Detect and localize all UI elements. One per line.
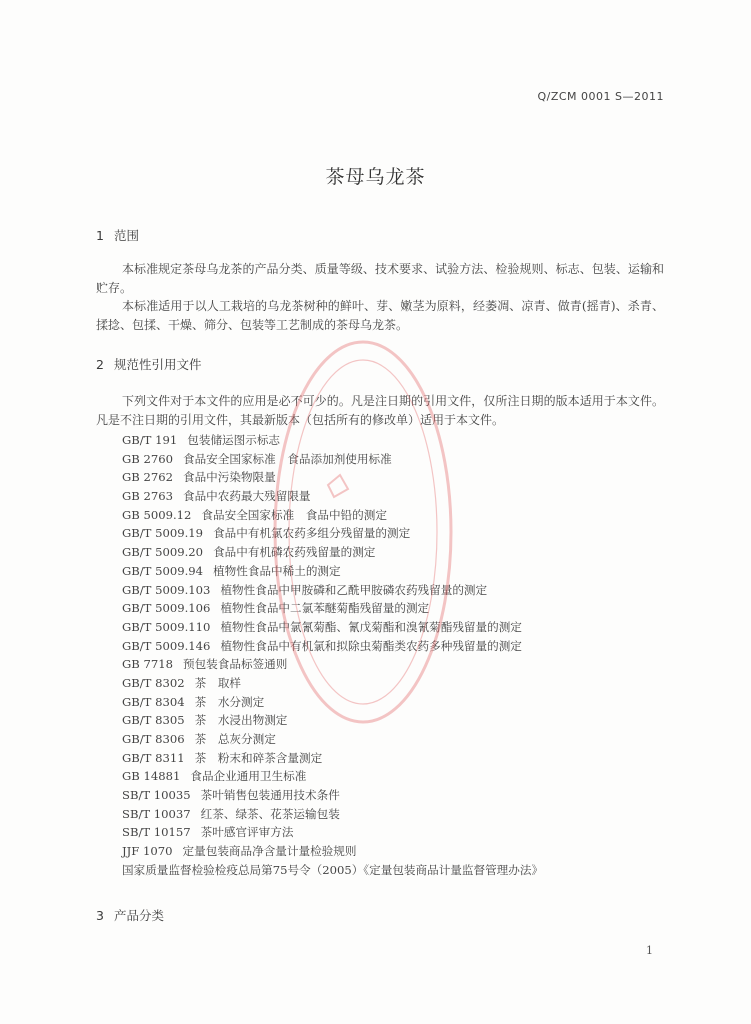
reference-name: 食品中有机氯农药多组分残留量的测定 <box>213 526 411 541</box>
reference-code: GB 7718 <box>122 657 173 672</box>
section-heading-product-classification <box>96 906 164 924</box>
document-title: 茶母乌龙茶 <box>325 166 426 188</box>
reference-code: GB 5009.12 <box>122 507 192 522</box>
section-title: 产品分类 <box>114 908 165 923</box>
reference-code: GB/T 191 <box>122 433 178 447</box>
reference-name: 包装储运图示标志 <box>187 433 281 447</box>
reference-code: GB/T 5009.94 <box>122 563 204 578</box>
reference-name: 《定量包装商品计量监督管理办法》 <box>363 862 544 877</box>
section-title: 范围 <box>114 228 140 243</box>
reference-item <box>122 599 682 618</box>
reference-code: SB/T 10037 <box>122 806 191 821</box>
reference-name: 植物性食品中二氯苯醚菊酯残留量的测定 <box>220 601 430 616</box>
reference-code: GB/T 5009.103 <box>122 582 211 597</box>
section-heading-normative-references <box>96 355 202 373</box>
reference-code: GB 2762 <box>122 470 173 485</box>
reference-code: GB 2760 <box>122 451 173 466</box>
section-number: 2 <box>96 357 104 372</box>
reference-code: GB/T 8305 <box>122 713 185 728</box>
reference-name: 红茶、绿茶、花茶运输包装 <box>200 806 340 821</box>
reference-item <box>122 805 682 824</box>
reference-code: GB 14881 <box>122 769 181 784</box>
reference-name: 食品中农药最大残留限量 <box>182 489 311 504</box>
reference-code: GB/T 5009.110 <box>122 619 211 634</box>
reference-code: GB/T 8304 <box>122 694 185 709</box>
page-number: 1 <box>646 944 653 957</box>
reference-item <box>122 562 682 581</box>
reference-item <box>122 730 682 749</box>
scope-paragraph-1: 本标准规定茶母乌龙茶的产品分类、质量等级、技术要求、试验方法、检验规则、标志、包装、运输和贮存。 <box>96 262 664 295</box>
reference-code: GB/T 5009.106 <box>122 601 211 616</box>
reference-name: 食品安全国家标准 食品中铅的测定 <box>201 507 387 522</box>
reference-item <box>122 618 682 637</box>
references-intro-paragraph: 下列文件对于本文件的应用是必不可少的。凡是注日期的引用文件，仅所注日期的版本适用于本文件。凡是不注日期的引用文件，其最新版本（包括所有的修改单）适用于本文件。 <box>96 394 664 427</box>
reference-name: 植物性食品中氯氰菊酯、氰戊菊酯和溴氰菊酯残留量的测定 <box>220 619 522 634</box>
section-heading-scope <box>96 226 139 244</box>
section-number: 3 <box>96 908 104 923</box>
reference-code: 国家质量监督检验检疫总局第75号令（2005） <box>122 862 364 877</box>
standard-code: Q/ZCM 0001 S—2011 <box>537 90 664 103</box>
reference-item <box>122 823 682 842</box>
reference-name: 茶叶感官评审方法 <box>200 825 294 840</box>
reference-item <box>122 786 682 805</box>
reference-name: 茶 水分测定 <box>194 694 265 709</box>
reference-code: JJF 1070 <box>122 844 173 859</box>
reference-item <box>122 637 682 656</box>
reference-code: GB/T 5009.20 <box>122 545 204 560</box>
reference-item <box>122 543 682 562</box>
reference-name: 茶 水浸出物测定 <box>194 713 288 728</box>
reference-name: 食品安全国家标准 食品添加剂使用标准 <box>182 451 392 466</box>
reference-code: SB/T 10035 <box>122 788 191 803</box>
reference-item <box>122 711 682 730</box>
reference-item <box>122 581 682 600</box>
reference-item <box>122 487 682 506</box>
reference-name: 植物性食品中有机氯和拟除虫菊酯类农药多种残留量的测定 <box>220 638 522 653</box>
reference-name: 茶 取样 <box>194 675 242 690</box>
reference-item <box>122 431 682 450</box>
reference-name: 食品企业通用卫生标准 <box>190 769 307 784</box>
reference-name: 茶 粉末和碎茶含量测定 <box>194 750 323 765</box>
reference-name: 预包装食品标签通则 <box>182 657 288 672</box>
section-number: 1 <box>96 228 104 243</box>
reference-code: SB/T 10157 <box>122 825 191 840</box>
reference-name: 定量包装商品净含量计量检验规则 <box>182 844 357 859</box>
reference-name: 茶叶销售包装通用技术条件 <box>200 788 340 803</box>
section-title: 规范性引用文件 <box>114 357 202 372</box>
scope-paragraph-2: 本标准适用于以人工栽培的乌龙茶树种的鲜叶、芽、嫩茎为原料，经萎凋、凉青、做青(摇青)、杀青、揉捻、包揉、干燥、筛分、包装等工艺制成的茶母乌龙茶。 <box>96 299 664 332</box>
reference-code: GB 2763 <box>122 489 173 504</box>
reference-item <box>122 767 682 786</box>
reference-code: GB/T 5009.19 <box>122 526 204 541</box>
reference-code: GB/T 8302 <box>122 675 185 690</box>
reference-item <box>122 861 682 880</box>
reference-name: 食品中污染物限量 <box>182 470 276 485</box>
reference-item <box>122 749 682 768</box>
reference-item <box>122 506 682 525</box>
reference-name: 植物性食品中甲胺磷和乙酰甲胺磷农药残留量的测定 <box>220 582 488 597</box>
reference-item <box>122 468 682 487</box>
reference-item <box>122 655 682 674</box>
reference-item <box>122 450 682 469</box>
reference-item <box>122 693 682 712</box>
reference-name: 植物性食品中稀土的测定 <box>213 563 341 578</box>
reference-item <box>122 842 682 861</box>
reference-item <box>122 524 682 543</box>
reference-code: GB/T 5009.146 <box>122 638 211 653</box>
reference-item <box>122 674 682 693</box>
reference-code: GB/T 8311 <box>122 750 185 765</box>
reference-list <box>122 431 682 880</box>
reference-name: 食品中有机磷农药残留量的测定 <box>213 545 376 560</box>
reference-code: GB/T 8306 <box>122 732 185 746</box>
reference-name: 茶 总灰分测定 <box>194 732 276 746</box>
